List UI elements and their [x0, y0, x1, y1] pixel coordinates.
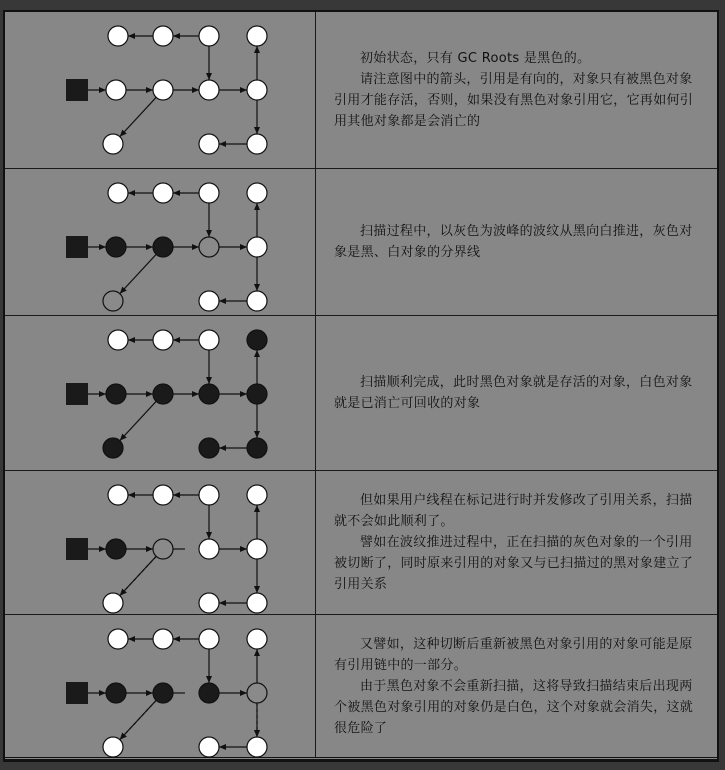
reference-arrow [120, 97, 156, 136]
object-node-c3 [199, 134, 219, 154]
gc-roots-node [66, 383, 88, 405]
object-node-a3 [199, 330, 219, 350]
object-node-b4 [247, 384, 267, 404]
description-paragraph: 譬如在波纹推进过程中，正在扫描的灰色对象的一个引用被切断了，同时原来引用的对象又与已扫描过的黑对象建立了引用关系 [334, 535, 694, 592]
object-node-a2 [153, 183, 173, 203]
reference-arrow [120, 254, 156, 293]
object-node-b1 [106, 683, 126, 703]
object-graph-diagram [5, 12, 315, 169]
object-node-a1 [108, 629, 128, 649]
object-node-c3 [199, 737, 219, 757]
object-node-b3 [199, 683, 219, 703]
object-node-c3 [199, 593, 219, 613]
object-node-c1 [103, 291, 123, 311]
table-row-3 [5, 316, 717, 471]
diagram-cell [5, 316, 316, 470]
object-graph-diagram [5, 471, 315, 615]
diagram-cell [5, 12, 316, 168]
object-node-a2 [153, 629, 173, 649]
description-cell [316, 169, 717, 315]
object-node-c3 [199, 438, 219, 458]
description-cell [316, 615, 717, 757]
object-node-c4 [247, 134, 267, 154]
object-node-b1 [106, 237, 126, 257]
gc-roots-node [66, 538, 88, 560]
object-node-a1 [108, 330, 128, 350]
description-cell [316, 316, 717, 470]
description-paragraph: 但如果用户线程在标记进行时并发修改了引用关系，扫描就不会如此顺利了。 [334, 493, 693, 529]
object-node-b2 [153, 80, 173, 100]
description-paragraph: 初始状态，只有 GC Roots 是黑色的。 [360, 51, 591, 66]
object-node-a3 [199, 183, 219, 203]
object-node-b3 [199, 80, 219, 100]
object-node-b4 [247, 539, 267, 559]
object-node-a2 [153, 26, 173, 46]
object-node-b2 [153, 539, 173, 559]
object-node-a4 [247, 26, 267, 46]
object-node-b1 [106, 539, 126, 559]
gc-marking-table [3, 10, 719, 762]
object-node-b3 [199, 539, 219, 559]
gc-roots-node [66, 79, 88, 101]
object-node-a3 [199, 485, 219, 505]
object-node-a3 [199, 26, 219, 46]
object-node-a1 [108, 26, 128, 46]
object-node-a2 [153, 485, 173, 505]
description-paragraph: 由于黑色对象不会重新扫描，这将导致扫描结束后出现两个被黑色对象引用的对象仍是白色，这个对象就会消失，这就很危险了 [334, 678, 694, 736]
gc-roots-node [66, 682, 88, 704]
table-row-2 [5, 169, 717, 316]
object-node-c1 [103, 593, 123, 613]
object-node-b4 [247, 80, 267, 100]
reference-arrow [120, 401, 156, 440]
table-row-1 [5, 12, 717, 169]
object-node-a4 [247, 330, 267, 350]
description-cell [316, 12, 717, 168]
object-node-b2 [153, 683, 173, 703]
object-node-c4 [247, 737, 267, 757]
description-cell [316, 471, 717, 614]
table-row-4 [5, 471, 717, 615]
object-node-c4 [247, 291, 267, 311]
object-node-c3 [199, 291, 219, 311]
object-node-b2 [153, 384, 173, 404]
description-paragraph: 扫描过程中，以灰色为波峰的波纹从黑向白推进，灰色对象是黑、白对象的分界线 [334, 224, 693, 260]
object-node-c1 [103, 134, 123, 154]
diagram-cell [5, 169, 316, 315]
object-node-c4 [247, 593, 267, 613]
object-node-c4 [247, 438, 267, 458]
object-node-b4 [247, 683, 267, 703]
object-node-a3 [199, 629, 219, 649]
object-node-a4 [247, 629, 267, 649]
description-paragraph: 请注意图中的箭头，引用是有向的，对象只有被黑色对象引用才能存活，否则，如果没有黑色对象引用它，它再如何引用其他对象都是会消亡的 [334, 72, 694, 129]
object-node-a4 [247, 183, 267, 203]
description-paragraph: 扫描顺利完成，此时黑色对象就是存活的对象，白色对象就是已消亡可回收的对象 [334, 375, 693, 411]
table-row-5 [5, 615, 717, 760]
object-node-b1 [106, 384, 126, 404]
object-node-a1 [108, 183, 128, 203]
object-node-c1 [103, 438, 123, 458]
description-paragraph: 又譬如，这种切断后重新被黑色对象引用的对象可能是原有引用链中的一部分。 [334, 636, 693, 673]
object-graph-diagram [5, 169, 315, 316]
object-node-b3 [199, 237, 219, 257]
object-node-b2 [153, 237, 173, 257]
object-graph-diagram [5, 316, 315, 471]
diagram-cell [5, 471, 316, 614]
object-graph-diagram [5, 615, 315, 760]
gc-roots-node [66, 236, 88, 258]
object-node-b4 [247, 237, 267, 257]
object-node-b3 [199, 384, 219, 404]
object-node-a1 [108, 485, 128, 505]
object-node-b1 [106, 80, 126, 100]
diagram-cell [5, 615, 316, 757]
object-node-a2 [153, 330, 173, 350]
object-node-a4 [247, 485, 267, 505]
object-node-c1 [103, 737, 123, 757]
